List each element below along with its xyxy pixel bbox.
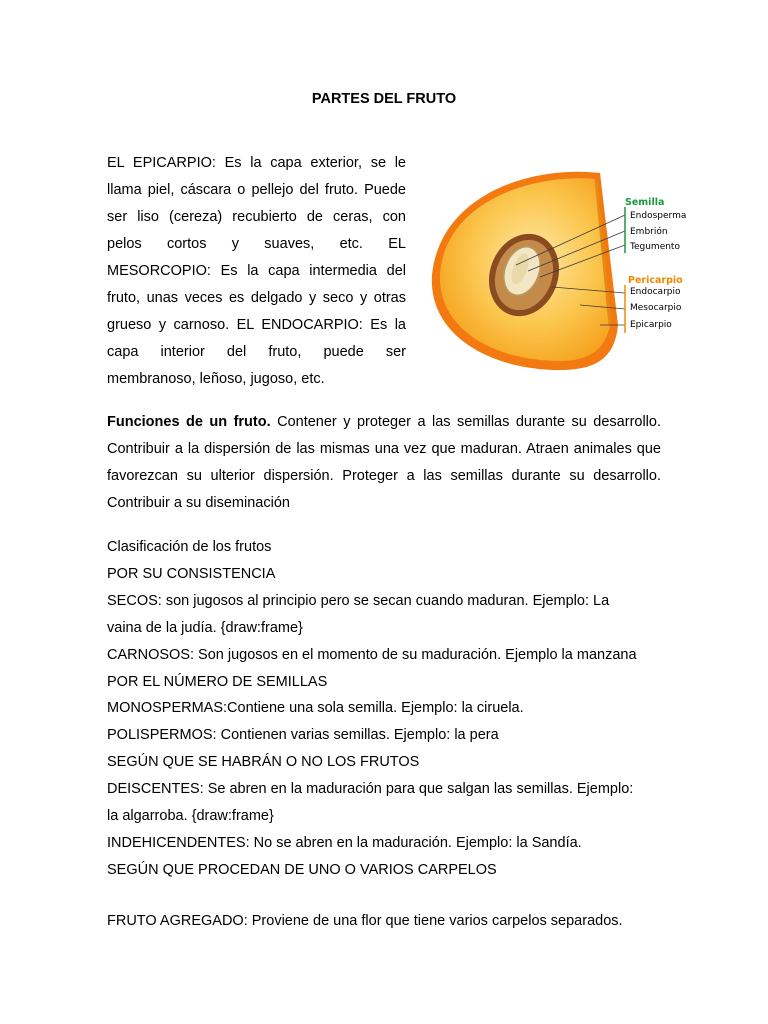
- classification-line: POR EL NÚMERO DE SEMILLAS: [107, 673, 328, 690]
- classification-line: INDEHICENDENTES: No se abren en la maduración. Ejemplo: la Sandía.: [107, 834, 582, 851]
- pericarpio-heading: Pericarpio: [628, 275, 683, 286]
- label-endosperma: Endosperma: [630, 211, 687, 221]
- fruto-agregado-line: FRUTO AGREGADO: Proviene de una flor que tiene varios carpelos separados.: [107, 913, 623, 929]
- functions-heading: Funciones de un fruto.: [107, 414, 271, 430]
- page-title: PARTES DEL FRUTO: [311, 91, 457, 107]
- classification-line: CARNOSOS: Son jugosos en el momento de su maduración. Ejemplo la manzana: [107, 646, 637, 663]
- classification-line: DEISCENTES: Se abren en la maduración para que salgan las semillas. Ejemplo:: [107, 781, 634, 798]
- classification-line: SEGÚN QUE SE HABRÁN O NO LOS FRUTOS: [107, 754, 420, 771]
- semilla-heading: Semilla: [625, 197, 665, 208]
- classification-line: SECOS: son jugosos al principio pero se secan cuando maduran. Ejemplo: La: [107, 592, 610, 609]
- functions-body: Contener y proteger a las semillas durante su desarrollo. Contribuir a la dispersión de las mismas una vez que maduran. Atraen animales que favorezcan su ulterior dispersión. Proteger a las semillas durante su desarrollo. Contribuir a su diseminación: [107, 414, 661, 511]
- classification-list: [107, 534, 667, 884]
- functions-paragraph: [107, 409, 661, 517]
- classification-line: POLISPERMOS: Contienen varias semillas. Ejemplo: la pera: [107, 727, 499, 744]
- label-mesocarpio: Mesocarpio: [630, 303, 682, 313]
- label-epicarpio: Epicarpio: [630, 320, 672, 330]
- label-embrion: Embrión: [630, 227, 668, 237]
- classification-line: POR SU CONSISTENCIA: [107, 565, 276, 582]
- classification-line: Clasificación de los frutos: [107, 539, 272, 555]
- classification-line: SEGÚN QUE PROCEDAN DE UNO O VARIOS CARPELOS: [107, 861, 497, 878]
- classification-line: vaina de la judía. {draw:frame}: [107, 619, 303, 636]
- intro-paragraph: EL EPICARPIO: Es la capa exterior, se le llama piel, cáscara o pellejo del fruto. Puede ser liso (cereza) recubierto de ceras, con pelos cortos y suaves, etc. EL MESORCOPIO: Es la capa intermedia del fruto, unas veces es delgado y seco y otras grueso y carnoso. EL ENDOCARPIO: Es la capa interior del fruto, puede ser membranoso, leñoso, jugoso, etc.: [107, 155, 406, 387]
- label-tegumento: Tegumento: [630, 242, 680, 252]
- classification-line: la algarroba. {draw:frame}: [107, 808, 274, 825]
- label-endocarpio: Endocarpio: [630, 287, 681, 297]
- classification-line: MONOSPERMAS:Contiene una sola semilla. Ejemplo: la ciruela.: [107, 700, 524, 717]
- fruit-diagram: [420, 165, 695, 375]
